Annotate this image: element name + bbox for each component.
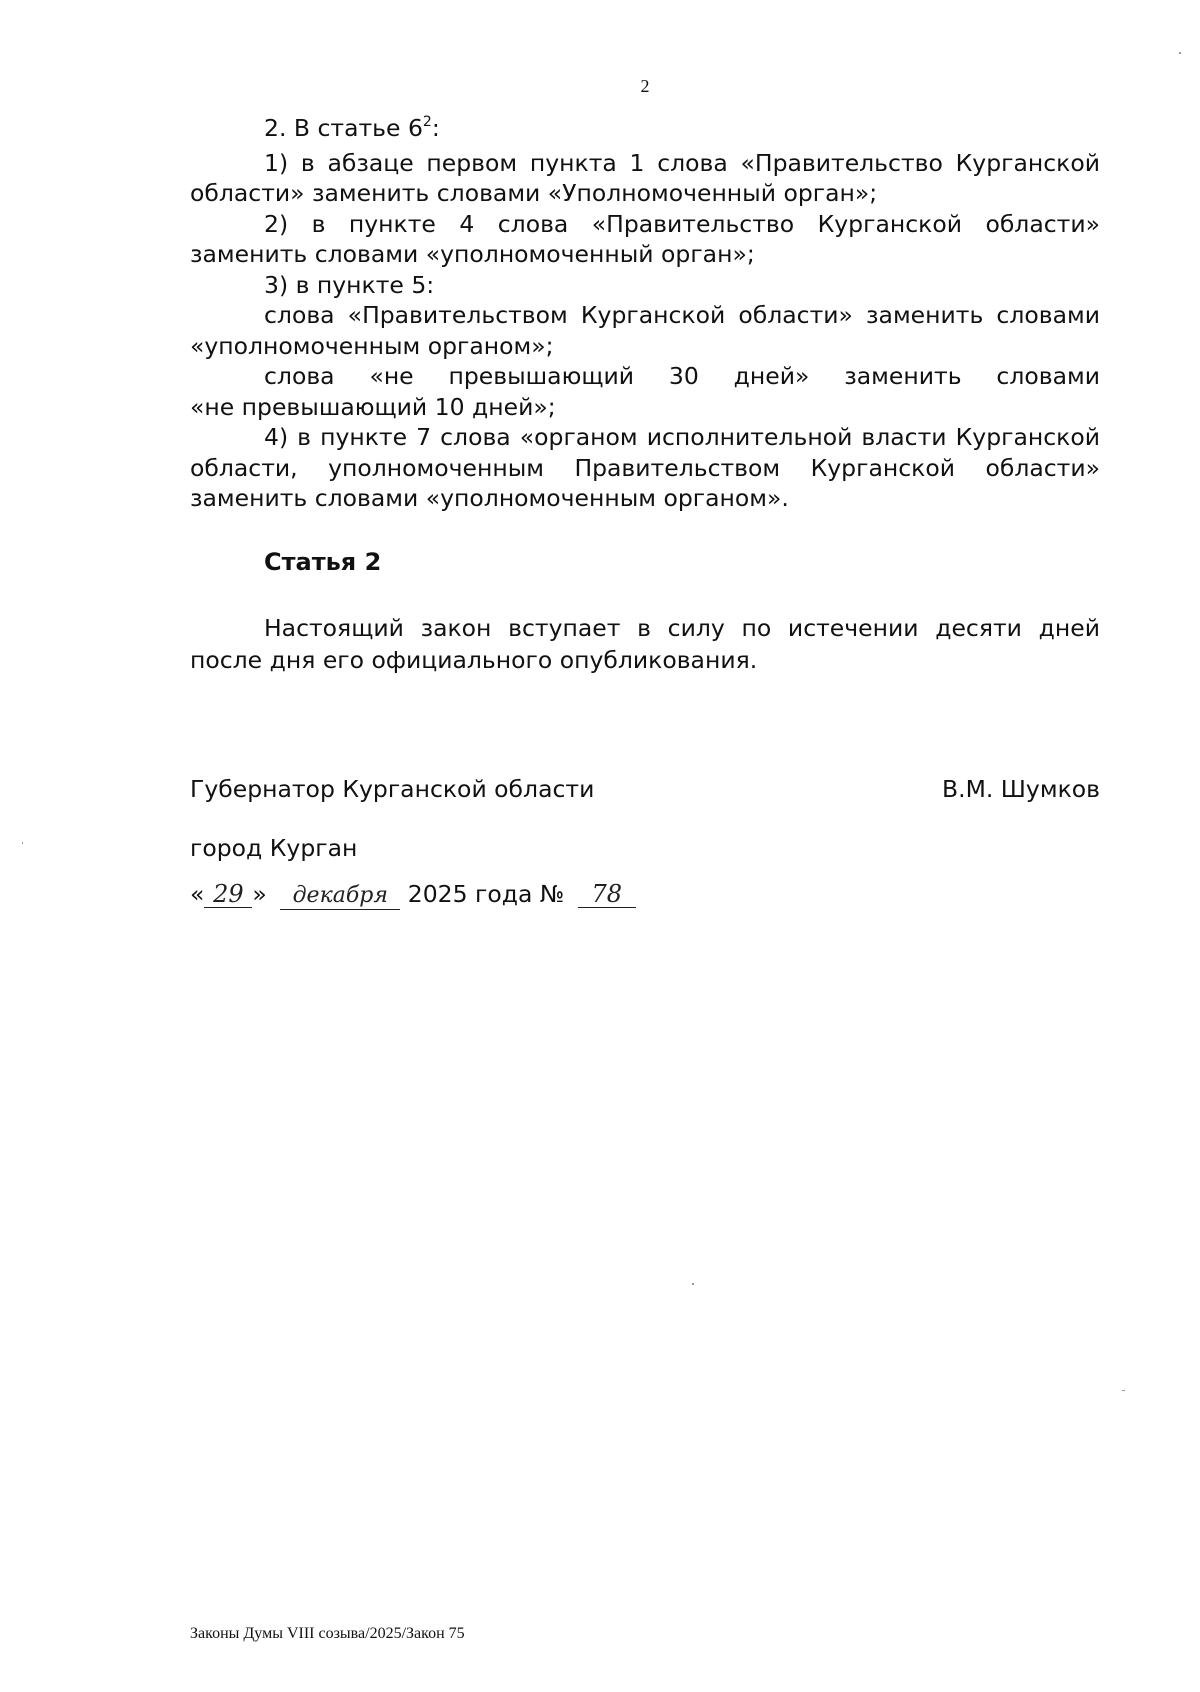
list-item-2: 2) в пункте 4 слова «Правительство Курганской области» заменить словами «уполномоченный орган»;: [190, 209, 1100, 268]
footer-reference: Законы Думы VIII созыва/2025/Закон 75: [190, 1625, 465, 1642]
section-2-amendments: [190, 113, 1100, 514]
list-item-3-sub-a: слова «Правительством Курганской области» заменить словами «уполномоченным органом»;: [190, 301, 1100, 360]
list-item-3: 3) в пункте 5:: [264, 270, 435, 299]
scan-speck: [1179, 52, 1181, 54]
list-item-3-sub-b-line1: слова «не превышающий 30 дней» заменить словами: [264, 362, 1100, 390]
date-line: [190, 880, 636, 910]
signatory-position: Губернатор Курганской области: [190, 775, 595, 803]
handwritten-day: 29: [204, 881, 252, 908]
article-2-text: Настоящий закон вступает в силу по истечении десяти дней после дня его официального опубликования.: [190, 614, 1100, 674]
section-intro-colon: :: [431, 114, 440, 142]
open-quote: «: [190, 880, 205, 908]
section-intro-superscript: 2: [422, 114, 432, 130]
close-quote: »: [252, 880, 267, 908]
section-intro-text: 2. В статье 6: [264, 114, 423, 142]
article-2-heading: Статья 2: [264, 548, 382, 576]
article-2-body: [190, 612, 1100, 676]
city-line: город Курган: [190, 834, 358, 862]
year-text: 2025 года №: [407, 880, 565, 908]
list-item-1: 1) в абзаце первом пункта 1 слова «Правительство Курганской области» заменить словами «Уполномоченный орган»;: [190, 148, 1100, 207]
scan-speck: [1122, 1390, 1125, 1391]
signatory-name: В.М. Шумков: [942, 775, 1100, 803]
page-number: 2: [640, 76, 650, 96]
handwritten-month: декабря: [280, 883, 400, 910]
scan-speck: [22, 842, 23, 844]
handwritten-law-number: 78: [578, 881, 636, 908]
scan-speck: [692, 1283, 694, 1285]
list-item-3-sub-b-line2: «не превышающий 10 дней»;: [190, 392, 556, 421]
section-intro: [190, 113, 1100, 148]
list-item-4: 4) в пункте 7 слова «органом исполнительной власти Курганской области, уполномоченным Правительством Курганской области» заменить словами «уполномоченным органом».: [190, 423, 1100, 512]
